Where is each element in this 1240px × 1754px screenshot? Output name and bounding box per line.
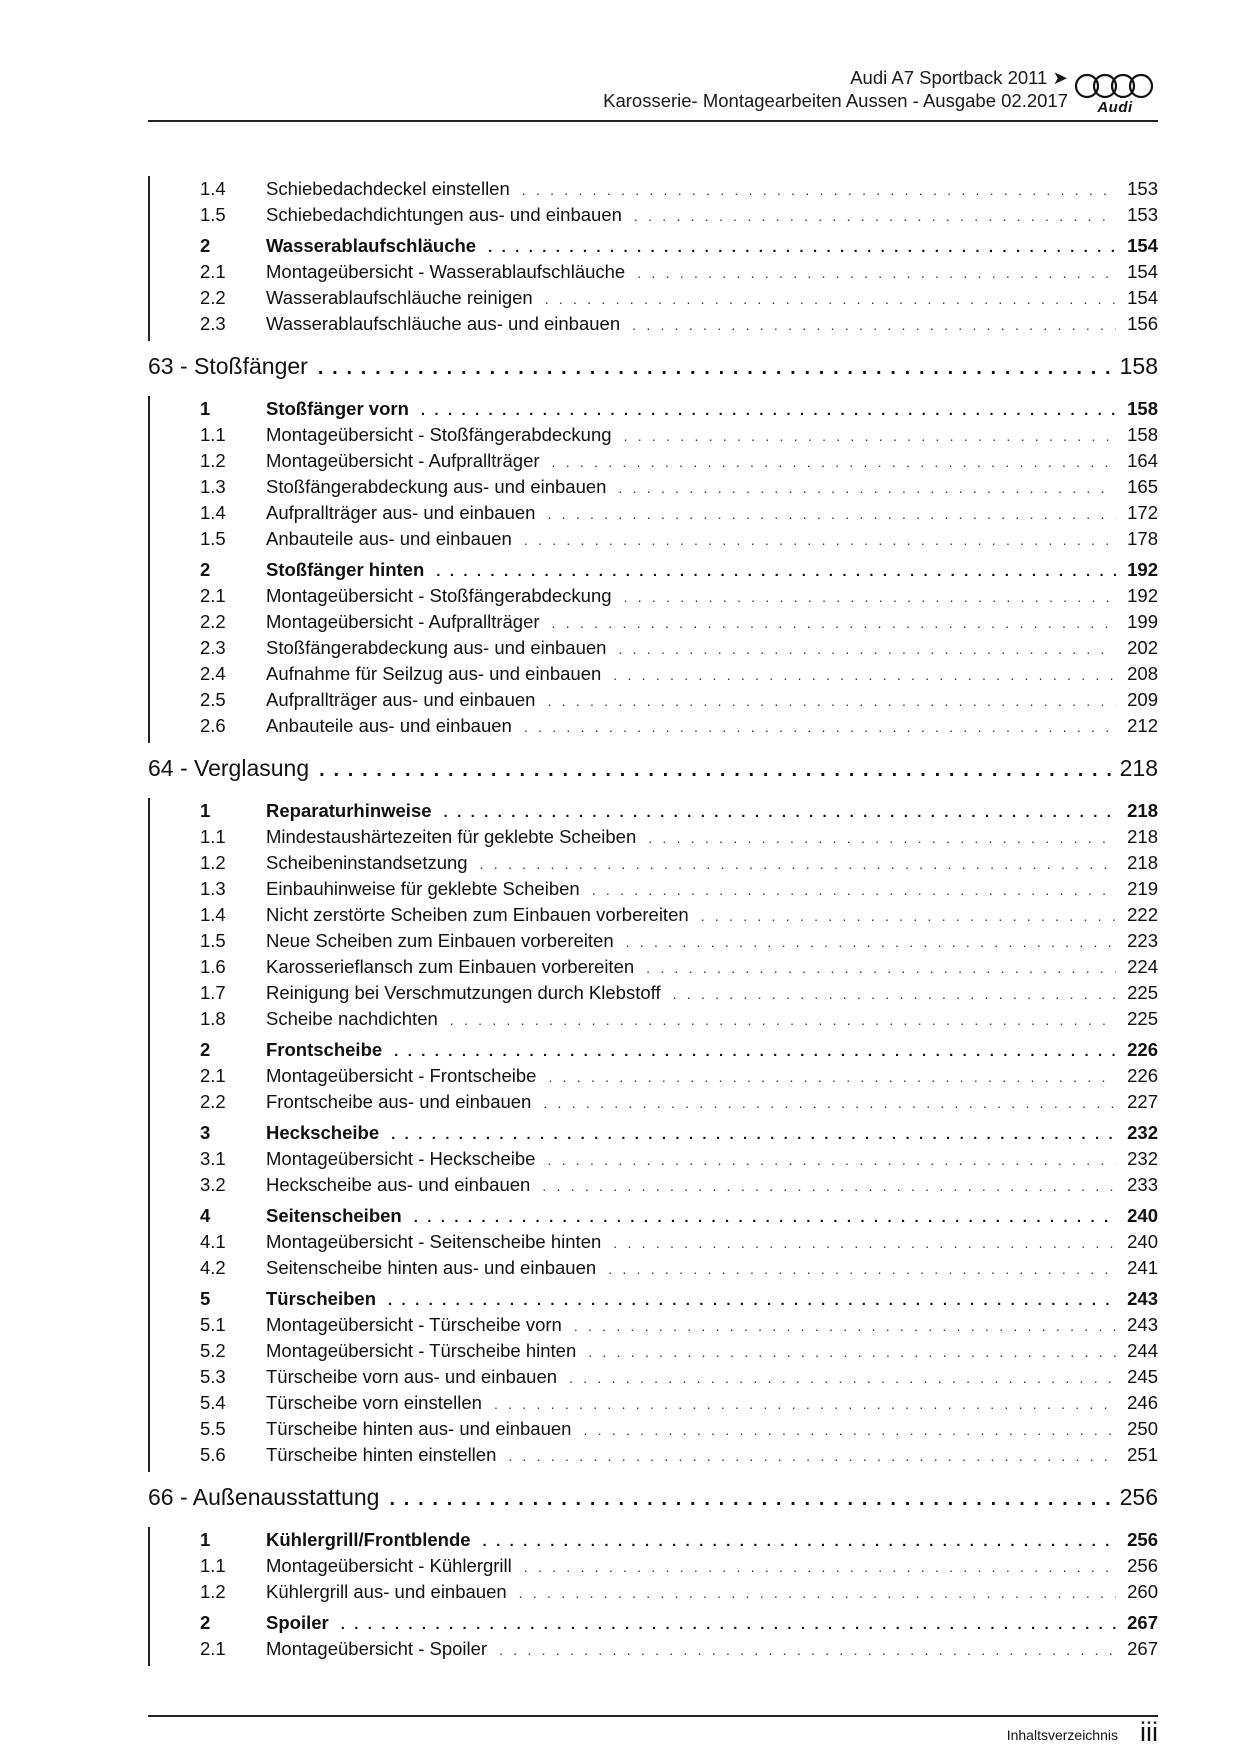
entry-page-number: 178 [1127, 528, 1158, 549]
dot-leader [574, 1313, 1116, 1339]
entry-number: 2.3 [200, 637, 226, 658]
toc-chapter-heading[interactable] [148, 1472, 1158, 1522]
entry-number: 5.1 [200, 1314, 226, 1335]
entry-page-number: 199 [1127, 611, 1158, 632]
toc-section-entry[interactable] [150, 396, 1158, 422]
entry-page-number: 164 [1127, 450, 1158, 471]
toc-chapter [148, 341, 1158, 743]
toc-section-entry[interactable] [150, 1610, 1158, 1636]
toc-subsection-entry[interactable] [150, 176, 1158, 202]
entry-number: 1.1 [200, 424, 226, 445]
entry-title: Montageübersicht - Türscheibe vorn [266, 1314, 562, 1335]
entry-number: 3.1 [200, 1148, 226, 1169]
entry-number: 2.2 [200, 611, 226, 632]
dot-leader [499, 1637, 1116, 1663]
entry-number: 1.5 [200, 204, 226, 225]
entry-number: 1 [200, 1529, 211, 1550]
dot-leader [436, 559, 1116, 585]
dot-leader [547, 1147, 1116, 1173]
toc-subsection-entry[interactable] [150, 661, 1158, 687]
entry-page-number: 209 [1127, 689, 1158, 710]
entry-title: Türscheibe hinten einstellen [266, 1444, 497, 1465]
entry-page-number: 158 [1127, 424, 1158, 445]
entry-page-number: 243 [1127, 1314, 1158, 1335]
entry-number: 1.1 [200, 826, 226, 847]
entry-title: Schiebedachdeckel einstellen [266, 178, 510, 199]
entry-page-number: 192 [1127, 559, 1158, 580]
toc-subsection-entry[interactable] [150, 474, 1158, 500]
footer-section-label: Inhaltsverzeichnis [1006, 1727, 1118, 1743]
dot-leader [632, 312, 1116, 338]
entry-title: Aufnahme für Seilzug aus- und einbauen [266, 663, 602, 684]
dot-leader [414, 1205, 1116, 1231]
dot-leader [608, 1256, 1116, 1282]
header-vehicle-title: Audi A7 Sportback 2011 ➤ [850, 67, 1068, 88]
toc-subsection-entry[interactable] [150, 1146, 1158, 1172]
entry-page-number: 153 [1127, 178, 1158, 199]
toc-chapter-heading[interactable] [148, 341, 1158, 391]
toc-subsection-entry[interactable] [150, 1255, 1158, 1281]
entry-title: Anbauteile aus- und einbauen [266, 715, 512, 736]
entry-title: Heckscheibe [266, 1122, 380, 1143]
toc-section-entry[interactable] [150, 1527, 1158, 1553]
dot-leader [318, 343, 1114, 393]
chapter-title: 66 - Außenausstattung [148, 1484, 380, 1510]
dot-leader [583, 1417, 1116, 1443]
dot-leader [618, 636, 1116, 662]
entry-number: 3 [200, 1122, 211, 1143]
entry-page-number: 218 [1127, 826, 1158, 847]
entry-title: Aufprallträger aus- und einbauen [266, 502, 536, 523]
dot-leader [519, 1580, 1116, 1606]
entry-title: Reinigung bei Verschmutzungen durch Klebstoff [266, 982, 661, 1003]
entry-page-number: 153 [1127, 204, 1158, 225]
entry-number: 1.6 [200, 956, 226, 977]
entry-number: 2.5 [200, 689, 226, 710]
entry-number: 3.2 [200, 1174, 226, 1195]
entry-number: 1.2 [200, 1581, 226, 1602]
entry-number: 2.4 [200, 663, 226, 684]
entry-page-number: 243 [1127, 1288, 1158, 1309]
entry-title: Nicht zerstörte Scheiben zum Einbauen vorbereiten [266, 904, 689, 925]
entry-number: 5 [200, 1288, 211, 1309]
toc-chapter-body [148, 1527, 1158, 1666]
toc-section-entry[interactable] [150, 557, 1158, 583]
entry-title: Stoßfängerabdeckung aus- und einbauen [266, 476, 607, 497]
entry-title: Türscheibe vorn einstellen [266, 1392, 482, 1413]
entry-title: Kühlergrill/Frontblende [266, 1529, 471, 1550]
entry-page-number: 226 [1127, 1065, 1158, 1086]
toc-subsection-entry[interactable] [150, 1390, 1158, 1416]
entry-number: 2.1 [200, 1638, 226, 1659]
toc-subsection-entry[interactable] [150, 526, 1158, 552]
dot-leader [444, 800, 1116, 826]
toc-subsection-entry[interactable] [150, 1312, 1158, 1338]
entry-title: Montageübersicht - Stoßfängerabdeckung [266, 424, 612, 445]
entry-number: 2.1 [200, 261, 226, 282]
toc-subsection-entry[interactable] [150, 824, 1158, 850]
entry-title: Karosserieflansch zum Einbauen vorbereiten [266, 956, 635, 977]
dot-leader [646, 955, 1116, 981]
dot-leader [543, 1090, 1116, 1116]
toc-section-entry[interactable] [150, 1120, 1158, 1146]
toc-chapter-body [148, 396, 1158, 743]
toc-chapter-heading[interactable] [148, 743, 1158, 793]
entry-page-number: 232 [1127, 1122, 1158, 1143]
entry-title: Seitenscheiben [266, 1205, 402, 1226]
dot-leader [552, 610, 1116, 636]
entry-page-number: 260 [1127, 1581, 1158, 1602]
entry-number: 1.4 [200, 502, 226, 523]
toc-section-entry[interactable] [150, 233, 1158, 259]
entry-title: Montageübersicht - Spoiler [266, 1638, 488, 1659]
toc-subsection-entry[interactable] [150, 928, 1158, 954]
footer-rule [148, 1715, 1158, 1717]
dot-leader [673, 981, 1116, 1007]
entry-title: Montageübersicht - Kühlergrill [266, 1555, 512, 1576]
dot-leader [480, 851, 1116, 877]
dot-leader [524, 527, 1116, 553]
dot-leader [545, 286, 1116, 312]
entry-page-number: 233 [1127, 1174, 1158, 1195]
dot-leader [524, 1554, 1116, 1580]
dot-leader [388, 1288, 1116, 1314]
toc-subsection-entry[interactable] [150, 609, 1158, 635]
dot-leader [552, 449, 1116, 475]
entry-number: 5.3 [200, 1366, 226, 1387]
audi-logo [1072, 72, 1158, 120]
dot-leader [634, 203, 1116, 229]
dot-leader [488, 235, 1116, 261]
dot-leader [391, 1122, 1116, 1148]
toc-subsection-entry[interactable] [150, 1063, 1158, 1089]
entry-number: 4 [200, 1205, 211, 1226]
dot-leader [618, 475, 1116, 501]
dot-leader [394, 1039, 1116, 1065]
entry-page-number: 172 [1127, 502, 1158, 523]
entry-number: 1.3 [200, 878, 226, 899]
entry-page-number: 165 [1127, 476, 1158, 497]
entry-page-number: 212 [1127, 715, 1158, 736]
toc-section-entry[interactable] [150, 1203, 1158, 1229]
toc-subsection-entry[interactable] [150, 1636, 1158, 1662]
entry-title: Neue Scheiben zum Einbauen vorbereiten [266, 930, 614, 951]
entry-title: Montageübersicht - Stoßfängerabdeckung [266, 585, 612, 606]
entry-page-number: 225 [1127, 1008, 1158, 1029]
entry-title: Anbauteile aus- und einbauen [266, 528, 512, 549]
entry-title: Aufprallträger aus- und einbauen [266, 689, 536, 710]
dot-leader [547, 688, 1116, 714]
entry-page-number: 245 [1127, 1366, 1158, 1387]
toc-subsection-entry[interactable] [150, 1364, 1158, 1390]
entry-page-number: 208 [1127, 663, 1158, 684]
entry-title: Frontscheibe aus- und einbauen [266, 1091, 532, 1112]
dot-leader [319, 745, 1114, 795]
entry-number: 5.5 [200, 1418, 226, 1439]
entry-number: 4.1 [200, 1231, 226, 1252]
dot-leader [522, 177, 1116, 203]
dot-leader [547, 501, 1116, 527]
toc-subsection-entry[interactable] [150, 1338, 1158, 1364]
entry-number: 2.1 [200, 585, 226, 606]
dot-leader [548, 1064, 1116, 1090]
entry-number: 2 [200, 235, 211, 256]
toc-subsection-entry[interactable] [150, 1172, 1158, 1198]
toc-chapter [148, 1472, 1158, 1666]
entry-title: Reparaturhinweise [266, 800, 432, 821]
entry-number: 1.4 [200, 904, 226, 925]
entry-number: 1.4 [200, 178, 226, 199]
entry-page-number: 241 [1127, 1257, 1158, 1278]
dot-leader [494, 1391, 1116, 1417]
entry-number: 5.2 [200, 1340, 226, 1361]
dot-leader [613, 1230, 1116, 1256]
dot-leader [624, 423, 1116, 449]
toc-subsection-entry[interactable] [150, 500, 1158, 526]
dot-leader [524, 714, 1116, 740]
chapter-page-number: 218 [1119, 755, 1158, 781]
entry-page-number: 226 [1127, 1039, 1158, 1060]
entry-number: 1.1 [200, 1555, 226, 1576]
page-header [148, 66, 1158, 116]
dot-leader [701, 903, 1116, 929]
table-of-contents [148, 176, 1158, 1666]
dot-leader [421, 398, 1116, 424]
dot-leader [626, 929, 1116, 955]
toc-subsection-entry[interactable] [150, 1442, 1158, 1468]
entry-number: 1 [200, 800, 211, 821]
toc-subsection-entry[interactable] [150, 902, 1158, 928]
entry-number: 2.6 [200, 715, 226, 736]
dot-leader [613, 662, 1116, 688]
entry-number: 2.1 [200, 1065, 226, 1086]
toc-lead-entries [148, 176, 1158, 341]
entry-page-number: 225 [1127, 982, 1158, 1003]
entry-page-number: 267 [1127, 1638, 1158, 1659]
toc-section-entry[interactable] [150, 1037, 1158, 1063]
entry-title: Stoßfänger vorn [266, 398, 409, 419]
entry-page-number: 219 [1127, 878, 1158, 899]
entry-number: 2 [200, 559, 211, 580]
toc-subsection-entry[interactable] [150, 448, 1158, 474]
entry-page-number: 202 [1127, 637, 1158, 658]
entry-title: Seitenscheibe hinten aus- und einbauen [266, 1257, 597, 1278]
audi-wordmark: Audi [1097, 99, 1133, 116]
entry-number: 5.6 [200, 1444, 226, 1465]
entry-number: 2 [200, 1612, 211, 1633]
entry-title: Scheibeninstandsetzung [266, 852, 468, 873]
dot-leader [648, 825, 1116, 851]
dot-leader [341, 1612, 1116, 1638]
entry-title: Stoßfänger hinten [266, 559, 425, 580]
toc-chapter [148, 743, 1158, 1472]
entry-page-number: 223 [1127, 930, 1158, 951]
entry-title: Wasserablaufschläuche aus- und einbauen [266, 313, 621, 334]
entry-number: 1.5 [200, 528, 226, 549]
entry-page-number: 158 [1127, 398, 1158, 419]
dot-leader [483, 1529, 1116, 1555]
toc-subsection-entry[interactable] [150, 713, 1158, 739]
entry-title: Montageübersicht - Seitenscheibe hinten [266, 1231, 602, 1252]
chapter-page-number: 158 [1119, 353, 1158, 379]
toc-subsection-entry[interactable] [150, 202, 1158, 228]
toc-subsection-entry[interactable] [150, 1006, 1158, 1032]
entry-number: 2 [200, 1039, 211, 1060]
toc-subsection-entry[interactable] [150, 954, 1158, 980]
entry-page-number: 244 [1127, 1340, 1158, 1361]
entry-title: Montageübersicht - Heckscheibe [266, 1148, 536, 1169]
entry-number: 1.5 [200, 930, 226, 951]
toc-subsection-entry[interactable] [150, 876, 1158, 902]
page-footer [148, 1715, 1158, 1749]
dot-leader [592, 877, 1116, 903]
entry-number: 1.2 [200, 450, 226, 471]
toc-subsection-entry[interactable] [150, 980, 1158, 1006]
entry-title: Einbauhinweise für geklebte Scheiben [266, 878, 580, 899]
entry-title: Spoiler [266, 1612, 329, 1633]
entry-title: Montageübersicht - Aufprallträger [266, 611, 540, 632]
entry-title: Türscheibe vorn aus- und einbauen [266, 1366, 558, 1387]
toc-section-entry[interactable] [150, 1286, 1158, 1312]
entry-page-number: 156 [1127, 313, 1158, 334]
entry-number: 1.7 [200, 982, 226, 1003]
entry-page-number: 224 [1127, 956, 1158, 977]
entry-number: 2.2 [200, 287, 226, 308]
entry-number: 1 [200, 398, 211, 419]
toc-section-entry[interactable] [150, 798, 1158, 824]
toc-subsection-entry[interactable] [150, 1553, 1158, 1579]
entry-page-number: 251 [1127, 1444, 1158, 1465]
chapter-title: 63 - Stoßfänger [148, 353, 308, 379]
entry-number: 2.3 [200, 313, 226, 334]
toc-subsection-entry[interactable] [150, 1229, 1158, 1255]
entry-page-number: 256 [1127, 1555, 1158, 1576]
entry-page-number: 227 [1127, 1091, 1158, 1112]
entry-page-number: 154 [1127, 287, 1158, 308]
chapter-title: 64 - Verglasung [148, 755, 310, 781]
entry-page-number: 250 [1127, 1418, 1158, 1439]
entry-title: Wasserablaufschläuche [266, 235, 477, 256]
toc-subsection-entry[interactable] [150, 1089, 1158, 1115]
toc-subsection-entry[interactable] [150, 259, 1158, 285]
entry-page-number: 218 [1127, 852, 1158, 873]
entry-page-number: 218 [1127, 800, 1158, 821]
entry-number: 1.3 [200, 476, 226, 497]
toc-subsection-entry[interactable] [150, 285, 1158, 311]
entry-page-number: 256 [1127, 1529, 1158, 1550]
entry-title: Kühlergrill aus- und einbauen [266, 1581, 507, 1602]
toc-subsection-entry[interactable] [150, 850, 1158, 876]
entry-title: Mindestaushärtezeiten für geklebte Scheiben [266, 826, 637, 847]
entry-page-number: 232 [1127, 1148, 1158, 1169]
entry-number: 5.4 [200, 1392, 226, 1413]
entry-page-number: 222 [1127, 904, 1158, 925]
toc-subsection-entry[interactable] [150, 1416, 1158, 1442]
entry-title: Türscheibe hinten aus- und einbauen [266, 1418, 572, 1439]
dot-leader [508, 1443, 1116, 1469]
entry-number: 2.2 [200, 1091, 226, 1112]
toc-chapters [148, 341, 1158, 1666]
toc-subsection-entry[interactable] [150, 687, 1158, 713]
entry-title: Frontscheibe [266, 1039, 383, 1060]
entry-page-number: 267 [1127, 1612, 1158, 1633]
entry-title: Montageübersicht - Aufprallträger [266, 450, 540, 471]
entry-page-number: 154 [1127, 261, 1158, 282]
dot-leader [389, 1474, 1113, 1524]
toc-subsection-entry[interactable] [150, 1579, 1158, 1605]
dot-leader [624, 584, 1116, 610]
toc-lead-body [148, 176, 1158, 341]
toc-subsection-entry[interactable] [150, 422, 1158, 448]
dot-leader [637, 260, 1116, 286]
header-rule [148, 120, 1158, 122]
entry-number: 1.2 [200, 852, 226, 873]
entry-title: Montageübersicht - Frontscheibe [266, 1065, 537, 1086]
entry-page-number: 240 [1127, 1231, 1158, 1252]
audi-rings-icon [1072, 72, 1158, 100]
toc-subsection-entry[interactable] [150, 583, 1158, 609]
entry-page-number: 246 [1127, 1392, 1158, 1413]
dot-leader [450, 1007, 1116, 1033]
entry-title: Stoßfängerabdeckung aus- und einbauen [266, 637, 607, 658]
entry-number: 1.8 [200, 1008, 226, 1029]
toc-subsection-entry[interactable] [150, 635, 1158, 661]
toc-subsection-entry[interactable] [150, 311, 1158, 337]
toc-chapter-body [148, 798, 1158, 1472]
chapter-page-number: 256 [1119, 1484, 1158, 1510]
entry-title: Türscheiben [266, 1288, 376, 1309]
entry-number: 4.2 [200, 1257, 226, 1278]
footer-page-number: iii [1140, 1717, 1158, 1747]
entry-title: Scheibe nachdichten [266, 1008, 438, 1029]
entry-title: Wasserablaufschläuche reinigen [266, 287, 533, 308]
dot-leader [542, 1173, 1116, 1199]
entry-title: Montageübersicht - Wasserablaufschläuche [266, 261, 626, 282]
entry-page-number: 154 [1127, 235, 1158, 256]
entry-title: Heckscheibe aus- und einbauen [266, 1174, 531, 1195]
entry-page-number: 192 [1127, 585, 1158, 606]
entry-title: Schiebedachdichtungen aus- und einbauen [266, 204, 622, 225]
header-manual-title: Karosserie- Montagearbeiten Aussen - Ausgabe 02.2017 [603, 90, 1068, 111]
dot-leader [588, 1339, 1116, 1365]
dot-leader [569, 1365, 1116, 1391]
entry-page-number: 240 [1127, 1205, 1158, 1226]
entry-title: Montageübersicht - Türscheibe hinten [266, 1340, 577, 1361]
